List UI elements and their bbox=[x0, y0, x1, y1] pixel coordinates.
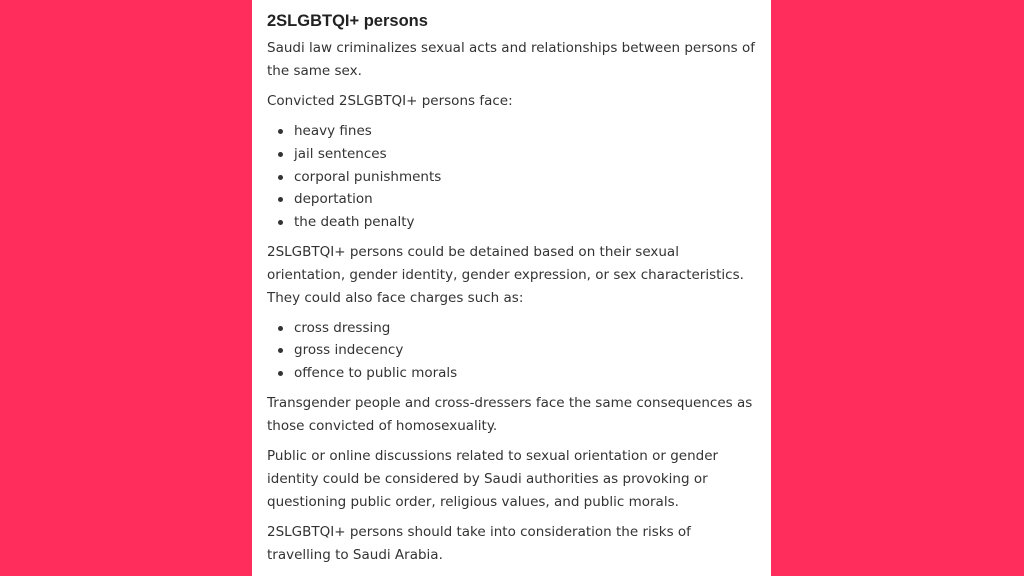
section-title: 2SLGBTQI+ persons bbox=[267, 12, 428, 30]
paragraph-convicted-intro: Convicted 2SLGBTQI+ persons face: bbox=[267, 92, 513, 109]
list-item: deportation bbox=[294, 188, 757, 211]
list-item: heavy fines bbox=[294, 120, 757, 143]
paragraph-law: Saudi law criminalizes sexual acts and relationships between persons of the same sex. bbox=[267, 40, 755, 79]
list-item: the death penalty bbox=[294, 211, 757, 234]
paragraph-transgender: Transgender people and cross-dressers face the same consequences as those convicted of homosexuality. bbox=[267, 395, 753, 435]
paragraph-public-discussions: Public or online discussions related to sexual orientation or gender identity could be considered by Saudi authorities as provoking or questioning public order, religious values, and public morals. bbox=[267, 448, 719, 510]
paragraph-detention: 2SLGBTQI+ persons could be detained based on their sexual orientation, gender identity, gender expression, or sex characteristics. They could also face charges such as: bbox=[267, 244, 744, 306]
list-item: jail sentences bbox=[294, 143, 757, 166]
charges-list bbox=[267, 317, 757, 385]
list-item: corporal punishments bbox=[294, 166, 757, 189]
list-item: offence to public morals bbox=[294, 362, 757, 385]
content-panel bbox=[252, 0, 771, 576]
list-item: gross indecency bbox=[294, 339, 757, 362]
paragraph-risks: 2SLGBTQI+ persons should take into consideration the risks of travelling to Saudi Arabia. bbox=[267, 523, 691, 563]
penalties-list bbox=[267, 120, 757, 234]
list-item: cross dressing bbox=[294, 317, 757, 340]
